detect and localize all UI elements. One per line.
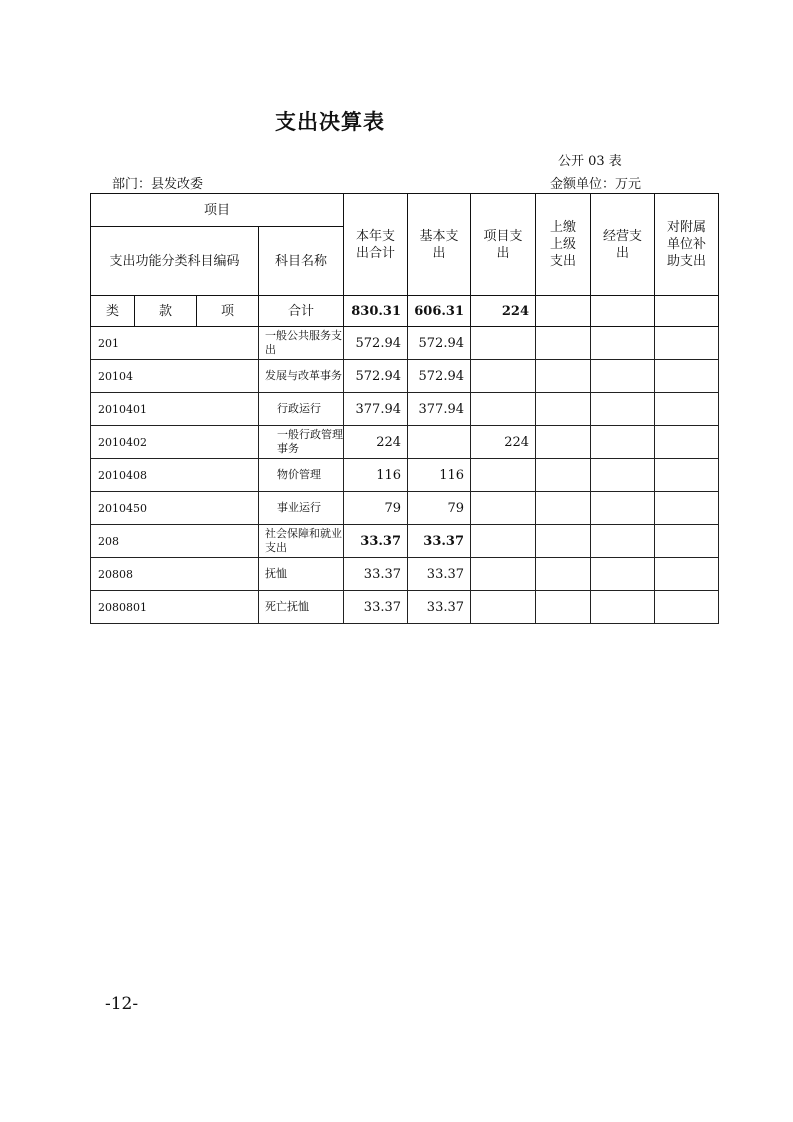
row-code: 2010450 [91,492,259,525]
row-total: 33.37 [344,591,408,624]
row-name: 物价管理 [259,459,344,492]
row-project [471,558,536,591]
sum-basic: 606.31 [408,296,471,327]
row-subsidy [655,591,719,624]
row-total: 33.37 [344,558,408,591]
row-business [591,360,655,393]
header-remit: 上缴 上级 支出 [536,194,591,296]
row-code: 2010408 [91,459,259,492]
row-total: 33.37 [344,525,408,558]
header-xiang: 项 [197,296,259,327]
expenditure-table [90,193,719,624]
row-basic: 572.94 [408,327,471,360]
row-code: 2010402 [91,426,259,459]
row-total: 572.94 [344,327,408,360]
header-total: 本年支 出合计 [344,194,408,296]
row-project [471,327,536,360]
row-project [471,492,536,525]
header-item: 项目 [91,194,344,227]
table-row [91,426,719,459]
row-name: 抚恤 [259,558,344,591]
row-project [471,525,536,558]
header-kuan: 款 [135,296,197,327]
row-subsidy [655,459,719,492]
row-subsidy [655,360,719,393]
row-project [471,393,536,426]
row-total: 377.94 [344,393,408,426]
table-row [91,393,719,426]
document-title: 支出决算表 [275,109,385,134]
row-remit [536,492,591,525]
header-name: 科目名称 [259,227,344,296]
page-number: -12- [105,994,139,1014]
table-row [91,525,719,558]
row-basic: 377.94 [408,393,471,426]
row-name: 发展与改革事务 [259,360,344,393]
row-total: 224 [344,426,408,459]
row-basic: 33.37 [408,591,471,624]
row-business [591,558,655,591]
header-code: 支出功能分类科目编码 [91,227,259,296]
row-subsidy [655,558,719,591]
row-remit [536,393,591,426]
row-name: 事业运行 [259,492,344,525]
row-project [471,459,536,492]
table-row [91,558,719,591]
row-remit [536,525,591,558]
amount-unit-label: 金额单位：万元 [550,177,642,192]
sum-subsidy [655,296,719,327]
header-subsidy: 对附属 单位补 助支出 [655,194,719,296]
sum-business [591,296,655,327]
sum-total: 830.31 [344,296,408,327]
row-business [591,459,655,492]
row-basic: 572.94 [408,360,471,393]
header-business: 经营支 出 [591,194,655,296]
row-remit [536,591,591,624]
row-basic: 33.37 [408,558,471,591]
row-project [471,360,536,393]
table-row [91,492,719,525]
row-subsidy [655,426,719,459]
department-label: 部门：县发改委 [112,177,204,192]
row-basic: 116 [408,459,471,492]
row-code: 208 [91,525,259,558]
row-total: 116 [344,459,408,492]
table-row [91,327,719,360]
row-basic: 79 [408,492,471,525]
row-code: 2010401 [91,393,259,426]
row-code: 20808 [91,558,259,591]
row-subsidy [655,393,719,426]
row-name: 社会保障和就业支出 [259,525,344,558]
row-business [591,393,655,426]
row-code: 20104 [91,360,259,393]
row-remit [536,360,591,393]
row-name: 一般行政管理事务 [259,426,344,459]
row-basic: 33.37 [408,525,471,558]
header-basic: 基本支 出 [408,194,471,296]
row-name: 行政运行 [259,393,344,426]
row-business [591,426,655,459]
sum-remit [536,296,591,327]
row-business [591,492,655,525]
row-remit [536,426,591,459]
header-heji: 合计 [259,296,344,327]
row-business [591,525,655,558]
row-remit [536,459,591,492]
header-lei: 类 [91,296,135,327]
row-business [591,591,655,624]
row-name: 死亡抚恤 [259,591,344,624]
row-total: 572.94 [344,360,408,393]
sum-project: 224 [471,296,536,327]
row-basic [408,426,471,459]
table-row [91,459,719,492]
header-project: 项目支 出 [471,194,536,296]
row-remit [536,327,591,360]
row-subsidy [655,525,719,558]
row-code: 201 [91,327,259,360]
table-row [91,591,719,624]
row-subsidy [655,327,719,360]
row-code: 2080801 [91,591,259,624]
row-project [471,591,536,624]
row-name: 一般公共服务支出 [259,327,344,360]
row-remit [536,558,591,591]
row-subsidy [655,492,719,525]
row-business [591,327,655,360]
row-project: 224 [471,426,536,459]
form-number: 公开 03 表 [558,154,622,169]
table-row [91,360,719,393]
row-total: 79 [344,492,408,525]
